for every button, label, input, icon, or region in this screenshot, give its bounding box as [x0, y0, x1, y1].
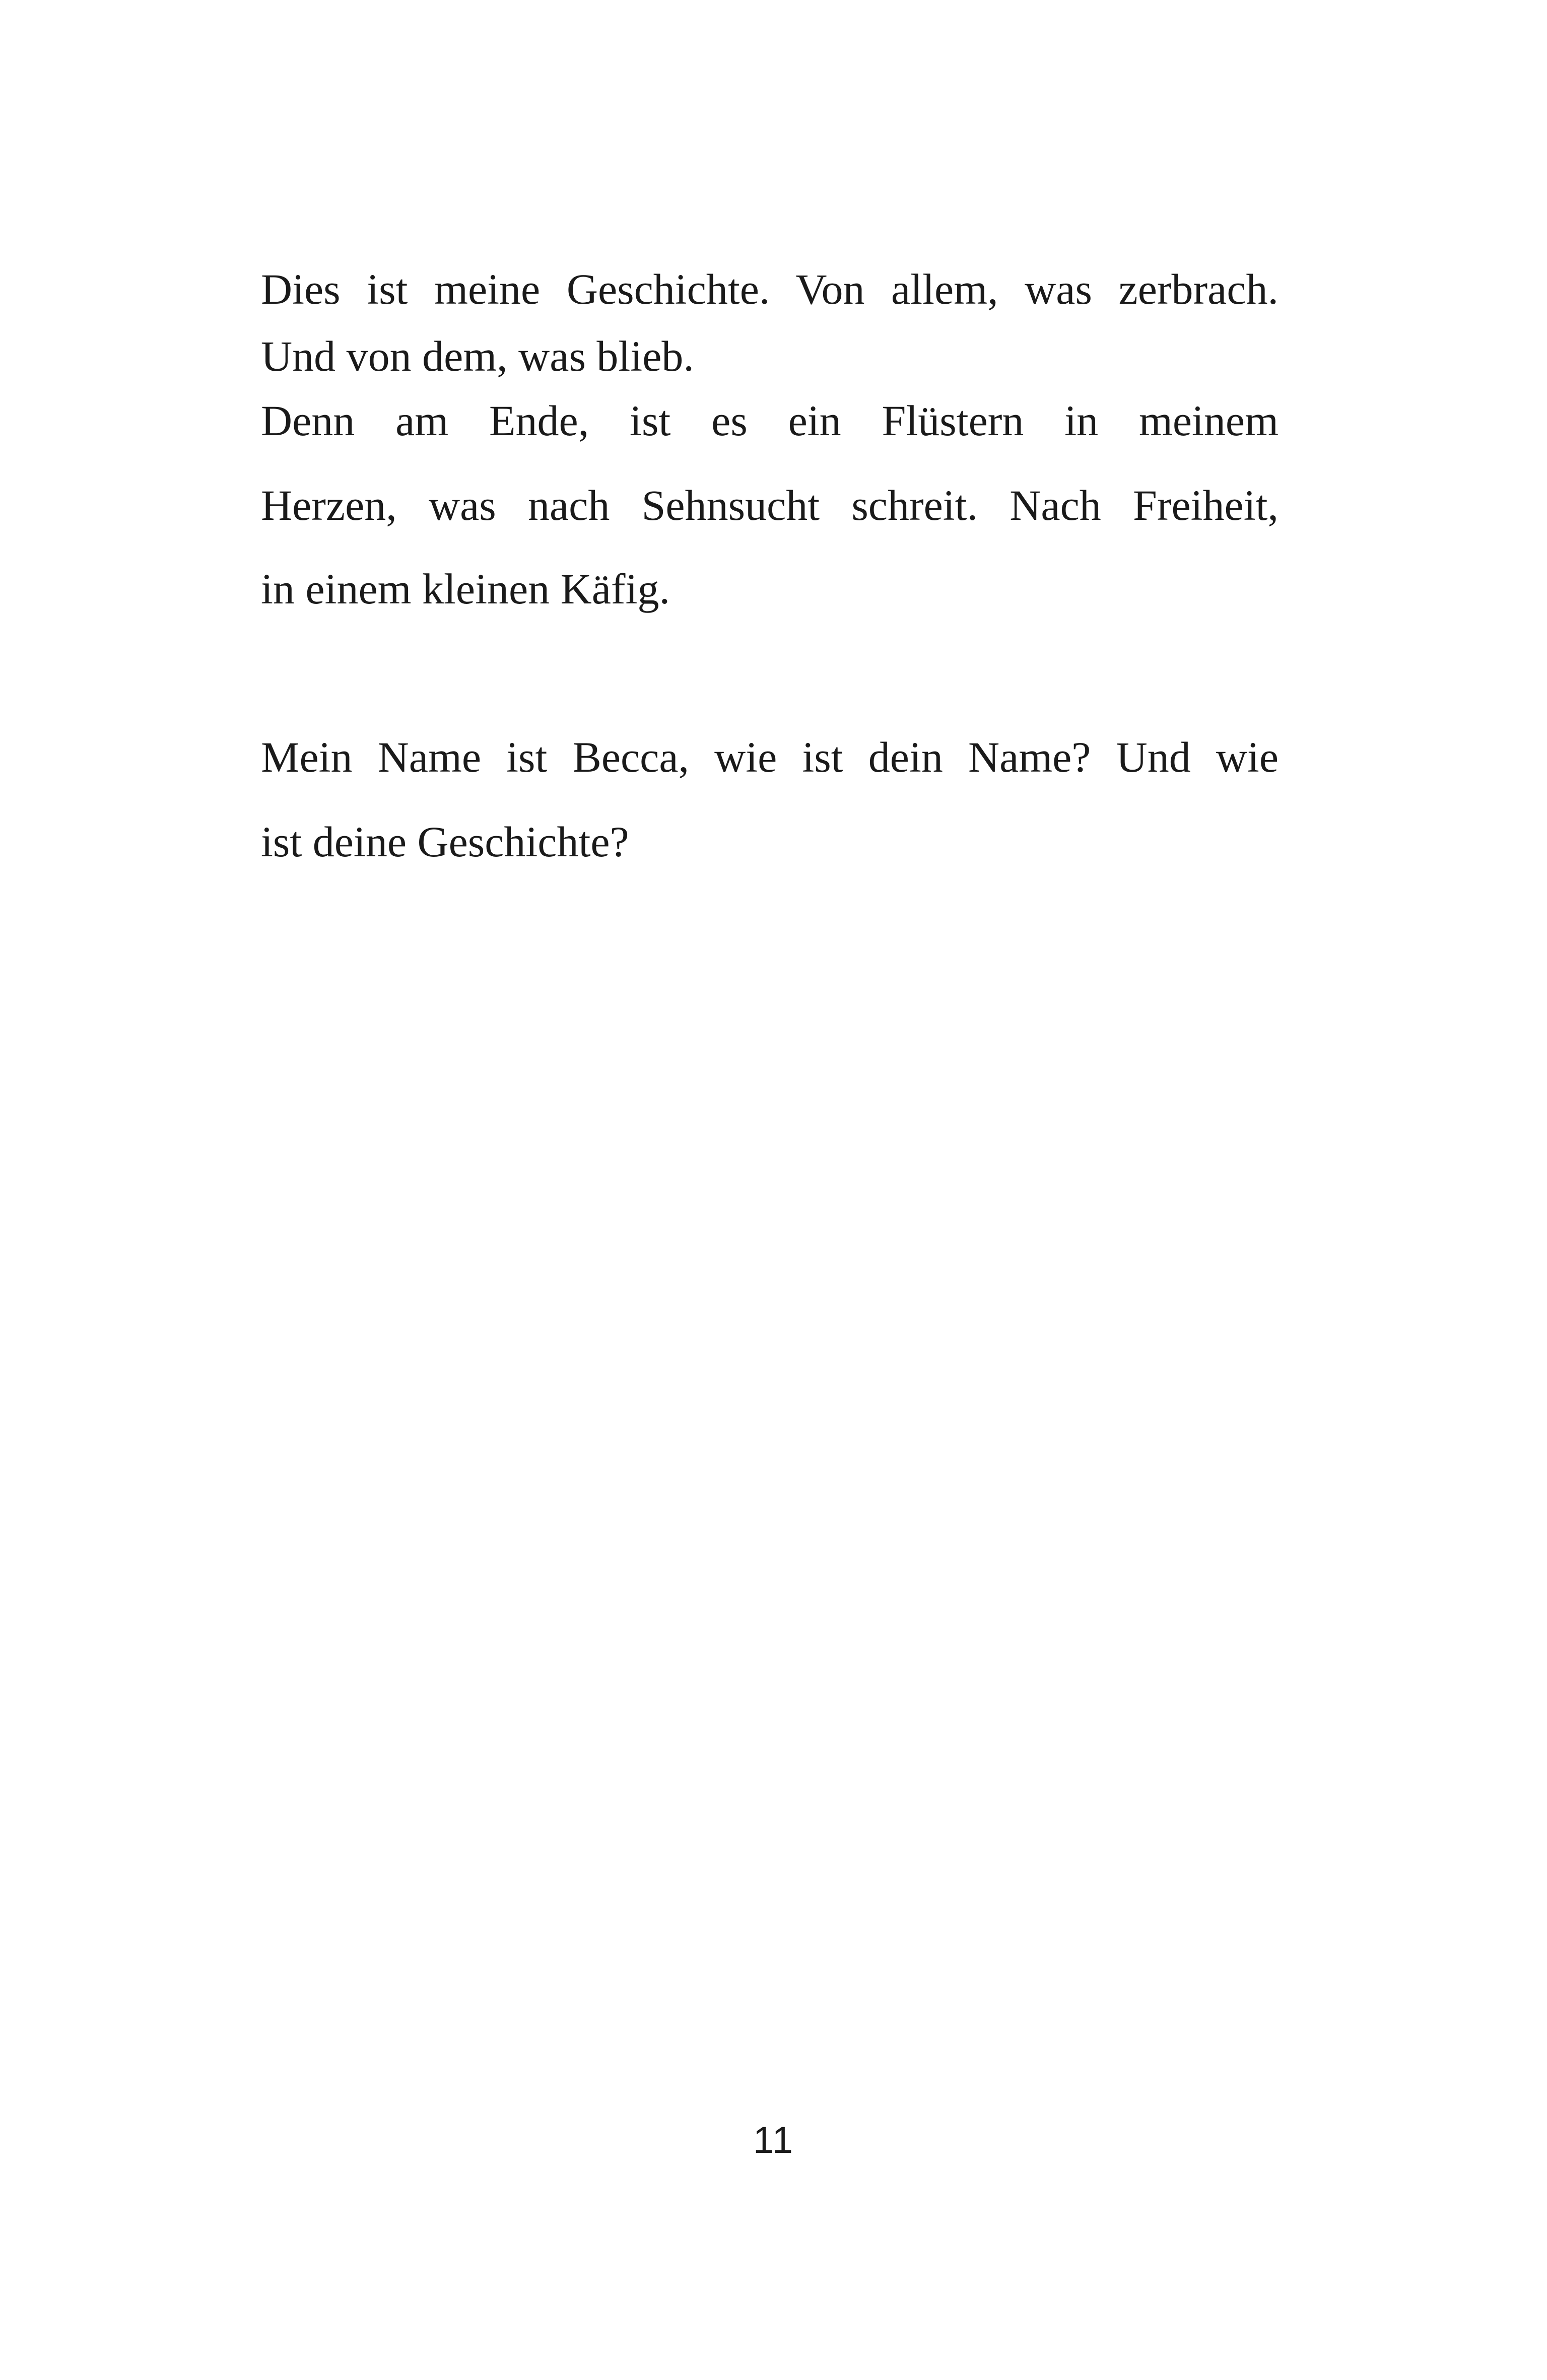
paragraph-3-line-1: Mein Name ist Becca, wie ist dein Name? Und wie	[261, 733, 1279, 781]
paragraph-2-line-3: in einem kleinen Käfig.	[261, 565, 670, 613]
paragraph-1-line-1: Dies ist meine Geschichte. Von allem, was zerbrach.	[261, 265, 1279, 313]
paragraph-1-line-2: Und von dem, was blieb.	[261, 332, 694, 380]
page-number: 11	[753, 2119, 794, 2161]
paragraph-3-line-2: ist deine Geschichte?	[261, 818, 629, 866]
paragraph-2-line-1: Denn am Ende, ist es ein Flüstern in meinem	[261, 396, 1279, 445]
paragraph-2-line-2: Herzen, was nach Sehnsucht schreit. Nach Freiheit,	[261, 481, 1279, 529]
